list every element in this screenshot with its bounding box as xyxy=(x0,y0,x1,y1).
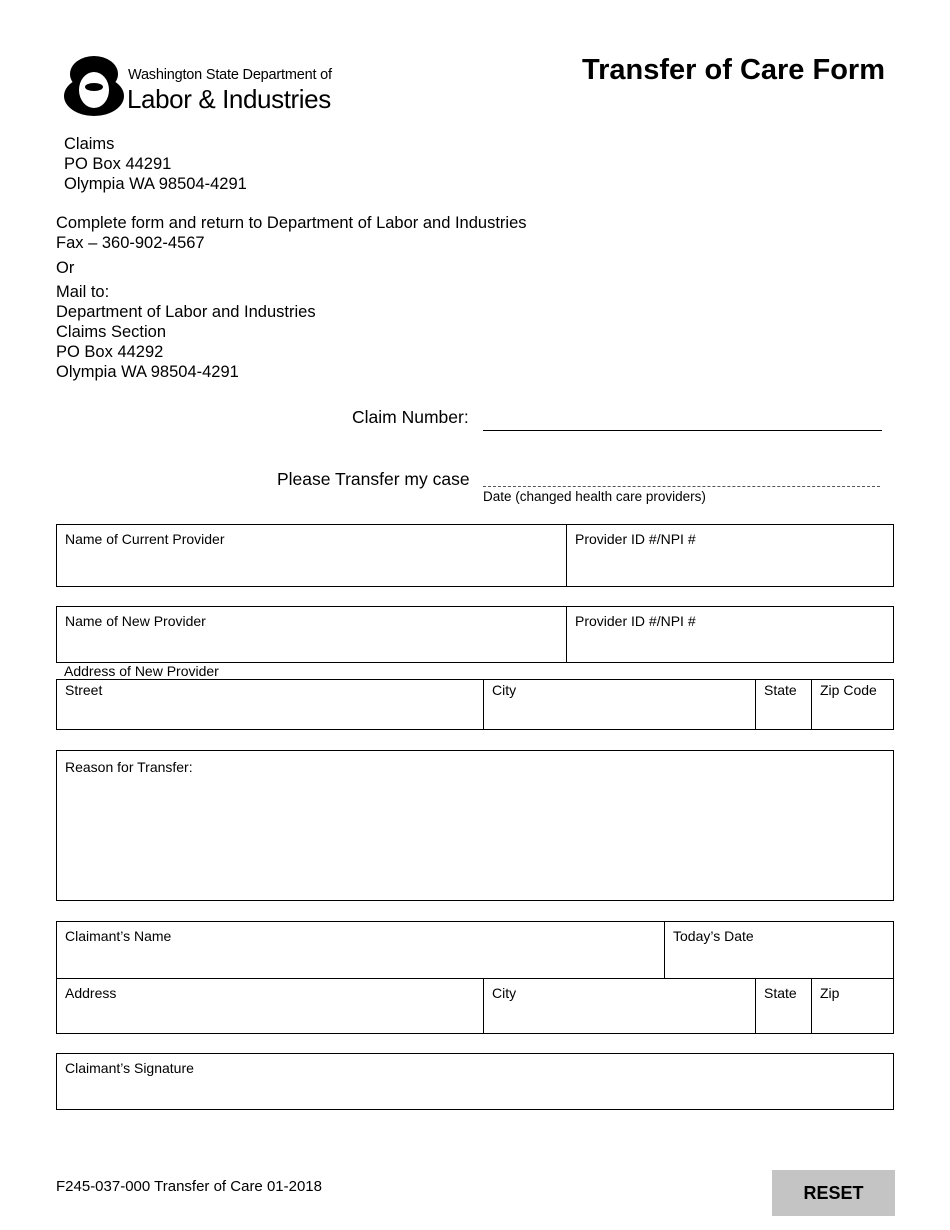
mail-address-line: Claims Section xyxy=(56,323,167,341)
mail-address-line: Mail to: xyxy=(56,283,110,301)
transfer-date-underline xyxy=(483,486,880,487)
claimant-address-label: Address xyxy=(65,985,117,1001)
transfer-date-caption: Date (changed health care providers) xyxy=(483,489,706,504)
current-provider-id-cell[interactable] xyxy=(566,525,893,586)
claims-address xyxy=(64,134,247,194)
fax-number: Fax – 360-902-4567 xyxy=(56,234,205,252)
claimant-state-label: State xyxy=(764,985,797,1001)
new-provider-zip-label: Zip Code xyxy=(820,682,877,698)
claimant-signature-field[interactable] xyxy=(56,1053,894,1110)
mail-address-line: Olympia WA 98504-4291 xyxy=(56,363,239,381)
claimant-name-cell[interactable] xyxy=(57,922,664,978)
claims-address-line: Claims xyxy=(64,135,115,153)
current-provider-id-label: Provider ID #/NPI # xyxy=(575,531,696,547)
claimant-signature-label: Claimant’s Signature xyxy=(65,1060,194,1076)
claimant-address-cell[interactable] xyxy=(57,978,483,1033)
new-provider-city-label: City xyxy=(492,682,517,698)
claimant-city-cell[interactable] xyxy=(483,978,755,1033)
current-provider-name-cell[interactable] xyxy=(57,525,566,586)
claimant-zip-cell[interactable] xyxy=(811,978,893,1033)
form-title: Transfer of Care Form xyxy=(582,54,885,86)
new-provider-id-label: Provider ID #/NPI # xyxy=(575,613,696,629)
or-text: Or xyxy=(56,259,75,277)
mail-address-line: PO Box 44292 xyxy=(56,343,164,361)
reason-for-transfer-label: Reason for Transfer: xyxy=(65,759,193,775)
agency-logo xyxy=(64,54,334,118)
new-provider-city-cell[interactable] xyxy=(483,680,755,729)
new-provider-street-cell[interactable] xyxy=(57,680,483,729)
new-provider-address-section xyxy=(56,679,894,730)
new-provider-state-cell[interactable] xyxy=(755,680,811,729)
claims-address-line: PO Box 44291 xyxy=(64,155,172,173)
org-name-line2: Labor & Industries xyxy=(127,84,331,114)
transfer-date-input[interactable] xyxy=(484,466,882,488)
new-provider-address-heading: Address of New Provider xyxy=(64,663,219,679)
new-provider-name-label: Name of New Provider xyxy=(65,613,206,629)
reason-for-transfer-field[interactable] xyxy=(56,750,894,901)
mail-address xyxy=(56,282,316,382)
claimant-zip-label: Zip xyxy=(820,985,840,1001)
new-provider-state-label: State xyxy=(764,682,797,698)
transfer-case-label: Please Transfer my case xyxy=(277,469,470,489)
todays-date-label: Today’s Date xyxy=(673,928,754,944)
claim-number-label: Claim Number: xyxy=(352,407,469,427)
mail-address-line: Department of Labor and Industries xyxy=(56,303,316,321)
claimant-name-label: Claimant’s Name xyxy=(65,928,172,944)
lni-logo-icon xyxy=(64,54,126,118)
claimant-state-cell[interactable] xyxy=(755,978,811,1033)
new-provider-section xyxy=(56,606,894,663)
new-provider-street-label: Street xyxy=(65,682,103,698)
current-provider-name-label: Name of Current Provider xyxy=(65,531,225,547)
org-name-line1: Washington State Department of xyxy=(128,67,332,83)
todays-date-cell[interactable] xyxy=(664,922,893,978)
claims-address-line: Olympia WA 98504-4291 xyxy=(64,175,247,193)
claim-number-input[interactable] xyxy=(484,408,884,432)
current-provider-section xyxy=(56,524,894,587)
claimant-section xyxy=(56,921,894,1034)
new-provider-id-cell[interactable] xyxy=(566,607,893,662)
instruction-line: Complete form and return to Department of Labor and Industries xyxy=(56,214,527,232)
reset-button[interactable]: RESET xyxy=(772,1170,895,1216)
form-id: F245-037-000 Transfer of Care 01-2018 xyxy=(56,1178,322,1195)
new-provider-zip-cell[interactable] xyxy=(811,680,893,729)
claim-number-underline xyxy=(483,430,882,431)
return-instructions xyxy=(56,213,527,253)
new-provider-name-cell[interactable] xyxy=(57,607,566,662)
claimant-city-label: City xyxy=(492,985,517,1001)
